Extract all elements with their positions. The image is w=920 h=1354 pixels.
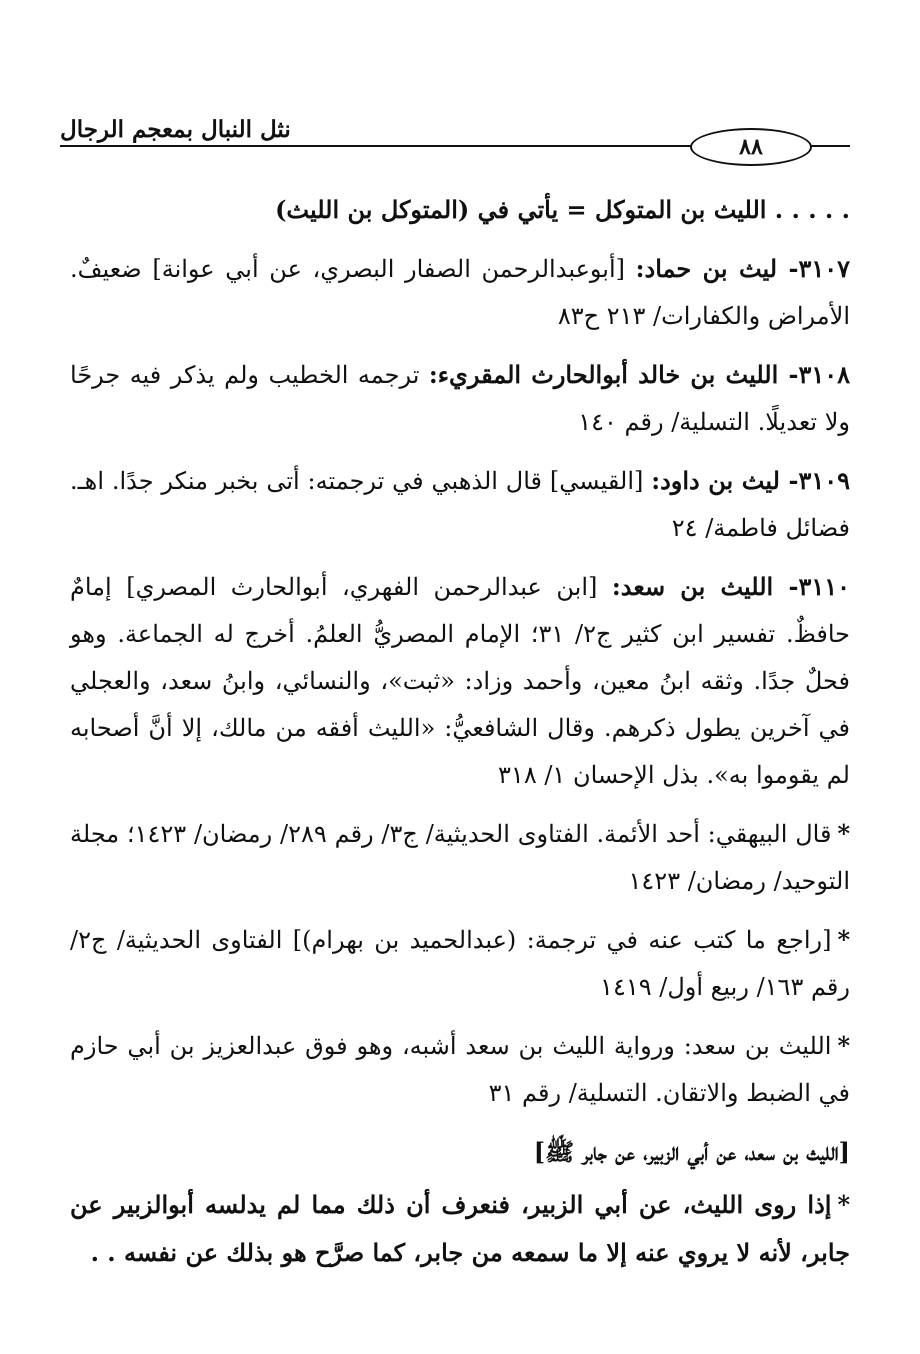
note-bayhaqi [70, 810, 850, 905]
star-marker: * [837, 1031, 851, 1060]
page-number: ٨٨ [690, 128, 812, 166]
page-header [60, 108, 850, 172]
star-marker: * [837, 925, 851, 954]
page-body [70, 186, 850, 1288]
entry-3107 [70, 245, 850, 340]
note-abu-zubayr [70, 1181, 850, 1277]
entry-text: [أبوعبدالرحمن الصفار البصري، عن أبي عوانة] ضعيفٌ. الأمراض والكفارات/ ٢١٣ ح٨٣ [70, 255, 850, 330]
star-marker: * [837, 1190, 851, 1219]
entry-text: ترجمه الخطيب ولم يذكر فيه جرحًا ولا تعديلًا. التسلية/ رقم ١٤٠ [70, 361, 850, 436]
sub-heading: [الليث بن سعد، عن أبي الزبير، عن جابر ﷺ] [533, 1137, 850, 1166]
note-see-also [70, 916, 850, 1011]
entry-heading: ٣١٠٨- الليث بن خالد أبوالحارث المقريء: [428, 360, 850, 389]
note-text: إذا روى الليث، عن أبي الزبير، فنعرف أن ذلك مما لم يدلسه أبوالزبير عن جابر، لأنه لا يروي عنه إلا ما سمعه من جابر، كما صرَّح هو بذلك عن نفسه . . [70, 1190, 850, 1267]
entry-heading: ٣١٠٩- ليث بن داود: [651, 466, 850, 495]
entry-heading: . . . . . الليث بن المتوكل = يأتي في (المتوكل بن الليث) [275, 195, 850, 224]
note-text: [راجع ما كتب عنه في ترجمة: (عبدالحميد بن بهرام)] الفتاوى الحديثية/ ج٢/ رقم ١٦٣/ ربيع أول/ ١٤١٩ [70, 926, 850, 1001]
entry-3109 [70, 457, 850, 552]
note-text: قال البيهقي: أحد الأئمة. الفتاوى الحديثية/ ج٣/ رقم ٢٨٩/ رمضان/ ١٤٢٣؛ مجلة التوحيد/ رمضان/ ١٤٢٣ [70, 820, 850, 895]
note-text: الليث بن سعد: ورواية الليث بن سعد أشبه، وهو فوق عبدالعزيز بن أبي حازم في الضبط والاتقان. التسلية/ رقم ٣١ [70, 1032, 850, 1107]
entry-3110 [70, 563, 850, 799]
entry-text: [القيسي] قال الذهبي في ترجمته: أتى بخبر منكر جدًا. اهـ. فضائل فاطمة/ ٢٤ [70, 467, 850, 542]
star-marker: * [837, 819, 850, 848]
entry-heading: ٣١١٠- الليث بن سعد: [611, 572, 851, 601]
note-riwaya [70, 1022, 850, 1117]
entry-3108 [70, 351, 850, 446]
cross-reference-entry [70, 186, 850, 234]
entry-heading: ٣١٠٧- ليث بن حماد: [635, 254, 851, 283]
entry-text: [ابن عبدالرحمن الفهري، أبوالحارث المصري] إمامٌ حافظٌ. تفسير ابن كثير ج٢/ ٣١؛ الإمام المصريُّ العلمُ. أخرج له الجماعة. وهو فحلٌ جدًا. وثقه ابنُ معين، وأحمد وزاد: «ثبت»، والنسائي، وابنُ سعد، والعجلي في آخرين يطول ذكرهم. وقال الشافعيُّ: «الليث أفقه من مالك، إلا أنَّ أصحابه لم يقوموا به». بذل الإحسان ١/ ٣١٨ [70, 573, 850, 789]
book-title: نثل النبال بمعجم الرجال [60, 116, 291, 143]
